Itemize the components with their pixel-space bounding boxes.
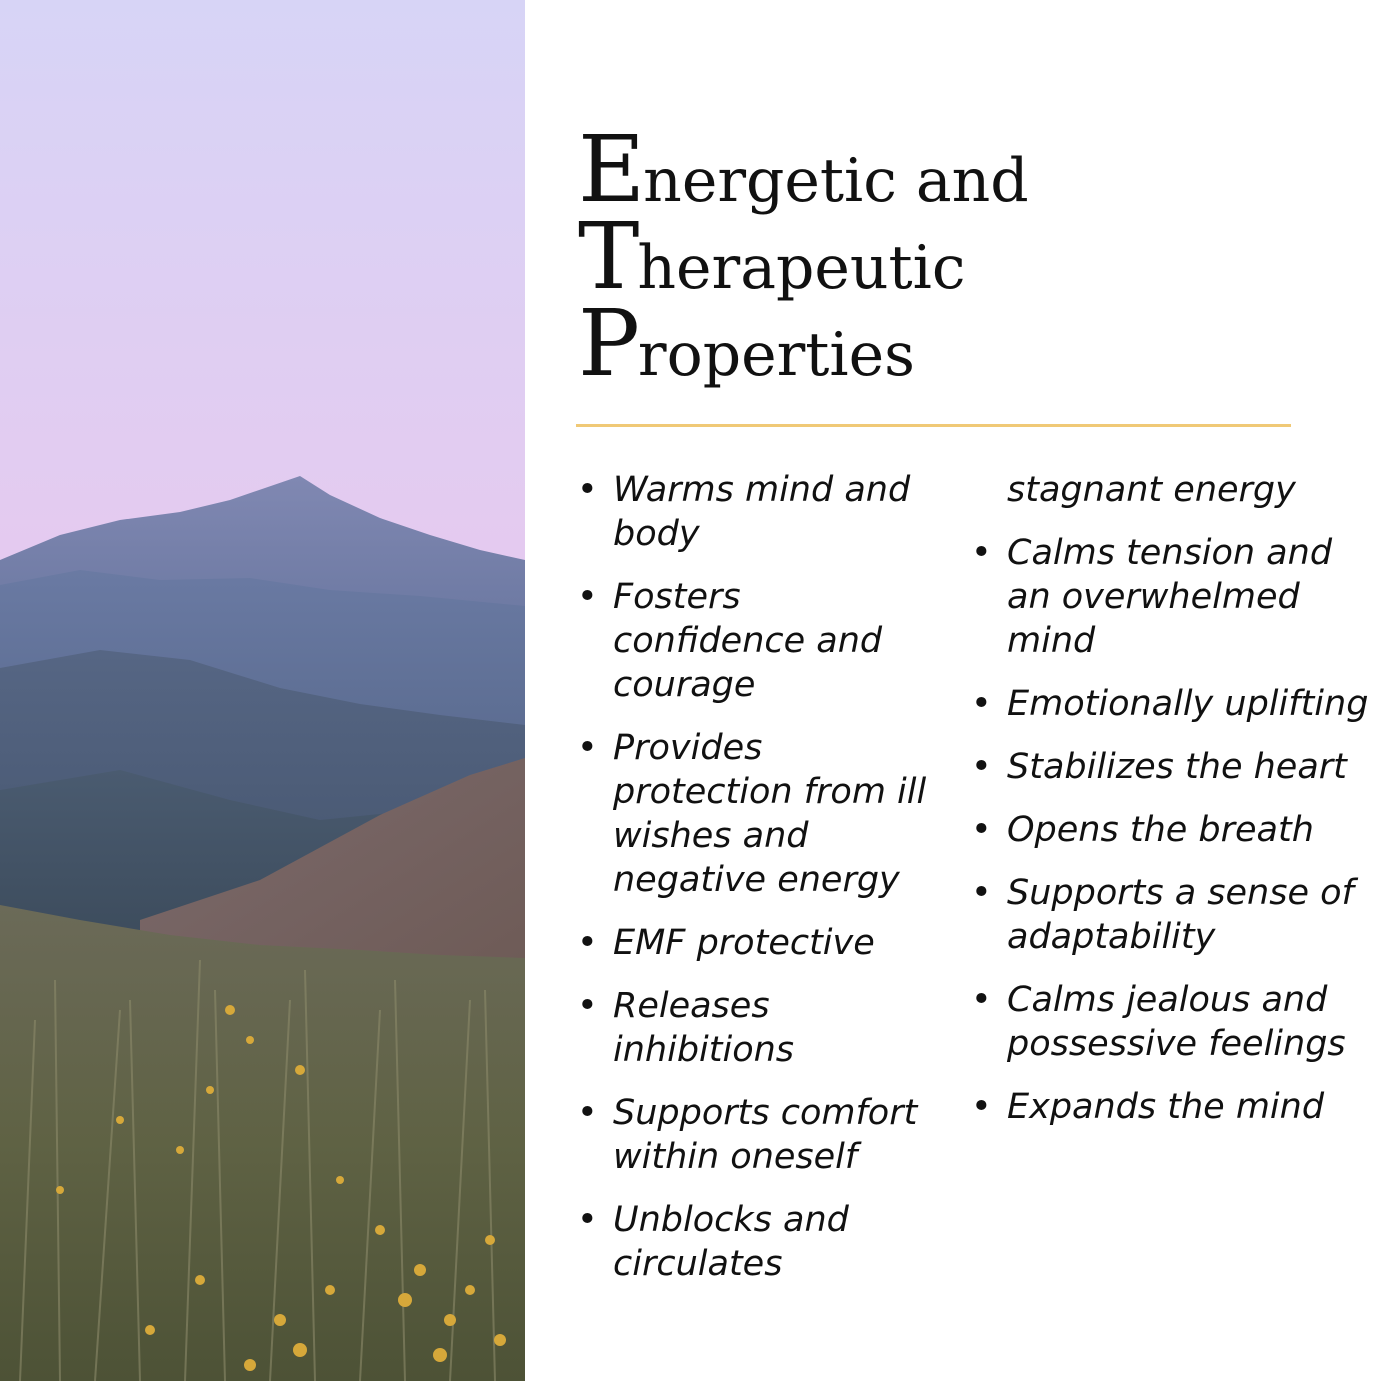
title-line	[578, 203, 1029, 310]
list-item: • Expands the mind	[971, 1085, 1371, 1129]
title-initial: T	[578, 203, 638, 310]
title-initial: E	[578, 116, 644, 223]
list-item: • Fosters confidence and courage	[577, 575, 937, 707]
list-item: • Supports a sense of adaptability	[971, 871, 1371, 959]
list-item: • Releases inhibitions	[577, 984, 937, 1072]
title-text: roperties	[637, 320, 915, 390]
landscape-illustration	[0, 0, 525, 1381]
list-item: • Provides protection from ill wishes and negative energy	[577, 726, 937, 902]
title-line	[578, 116, 1029, 223]
properties-list-right	[971, 468, 1371, 1148]
list-item: • EMF protective	[577, 921, 937, 965]
list-item: • Warms mind and body	[577, 468, 937, 556]
title-line	[578, 290, 1029, 397]
list-item: • Unblocks and circulates	[577, 1198, 937, 1286]
list-item: • Stabilizes the heart	[971, 745, 1371, 789]
mountain-landscape-photo	[0, 0, 525, 1381]
properties-list-left	[577, 468, 937, 1305]
list-item-continuation: stagnant energy	[1007, 470, 1296, 510]
content-panel	[525, 0, 1384, 1381]
list-item: • Emotionally uplifting	[971, 682, 1371, 726]
title-text: herapeutic	[637, 233, 966, 303]
list-item: • Supports comfort within oneself	[577, 1091, 937, 1179]
list-item: • Opens the breath	[971, 808, 1371, 852]
title-text: nergetic and	[643, 146, 1029, 216]
slide-title	[578, 116, 1029, 397]
list-item: • Calms tension and an overwhelmed mind	[971, 531, 1371, 663]
list-item: • Calms jealous and possessive feelings	[971, 978, 1371, 1066]
title-initial: P	[578, 290, 638, 397]
title-divider	[576, 424, 1291, 427]
